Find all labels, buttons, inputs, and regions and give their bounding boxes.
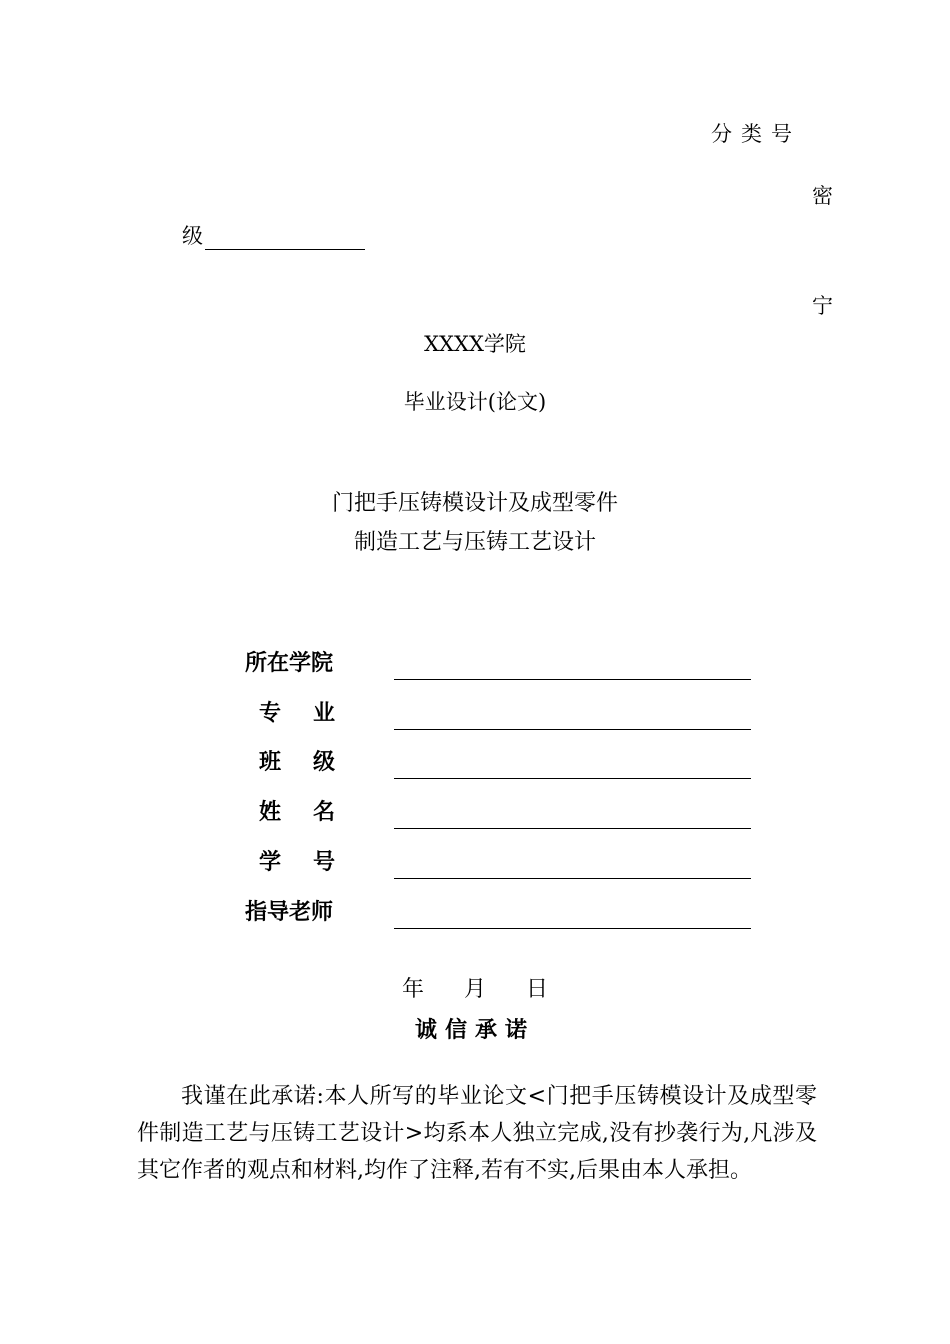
form-label-char: 号 — [312, 850, 335, 875]
form-input-class[interactable] — [394, 778, 751, 779]
form-input-major[interactable] — [394, 729, 751, 730]
form-row-college — [245, 646, 755, 686]
date-line — [0, 972, 950, 1003]
thesis-title-line-2: 制造工艺与压铸工艺设计 — [353, 530, 596, 555]
form-row-advisor — [245, 895, 755, 935]
form-label-char: 学 — [259, 850, 282, 875]
date-day: 日 — [526, 977, 549, 1002]
form-input-student-id[interactable] — [394, 878, 751, 879]
secret-level-label: 级 — [182, 224, 203, 248]
document-kind: 毕业设计(论文) — [403, 390, 547, 414]
form-label-char: 姓 — [259, 800, 282, 825]
secret-level-char: 密 — [812, 184, 833, 208]
secret-level-field — [182, 220, 365, 250]
form-row-major — [245, 696, 755, 736]
form-label-char: 班 — [259, 750, 282, 775]
form-label-char: 名 — [312, 800, 335, 825]
secret-level-underline — [205, 229, 365, 250]
form-label-name — [259, 795, 335, 826]
ning-char: 宁 — [812, 294, 833, 318]
form-label-college: 所在学院 — [245, 651, 334, 676]
form-row-student-id — [245, 845, 755, 885]
form-label-major — [259, 696, 335, 727]
pledge-title: 诚信承诺 — [414, 1018, 535, 1043]
form-label-student-id — [259, 845, 335, 876]
form-label-char: 专 — [259, 701, 282, 726]
form-row-class — [245, 745, 755, 785]
form-input-name[interactable] — [394, 828, 751, 829]
form-label-char: 业 — [312, 701, 335, 726]
pledge-body: 我谨在此承诺:本人所写的毕业论文<门把手压铸模设计及成型零件制造工艺与压铸工艺设计>均系本人独立完成,没有抄袭行为,凡涉及其它作者的观点和材料,均作了注释,若有不实,后果由本人承担。 — [137, 1084, 817, 1183]
form-label-char: 级 — [312, 750, 335, 775]
form-row-name — [245, 795, 755, 835]
class-number-label: 分类号 — [711, 122, 801, 146]
college-name: XXXX学院 — [424, 332, 526, 356]
thesis-title-line-1: 门把手压铸模设计及成型零件 — [331, 491, 618, 516]
form-label-advisor: 指导老师 — [245, 900, 334, 925]
date-year: 年 — [401, 977, 424, 1002]
date-month: 月 — [463, 977, 486, 1002]
form-label-class — [259, 745, 335, 776]
form-input-college[interactable] — [394, 679, 751, 680]
form-input-advisor[interactable] — [394, 928, 751, 929]
